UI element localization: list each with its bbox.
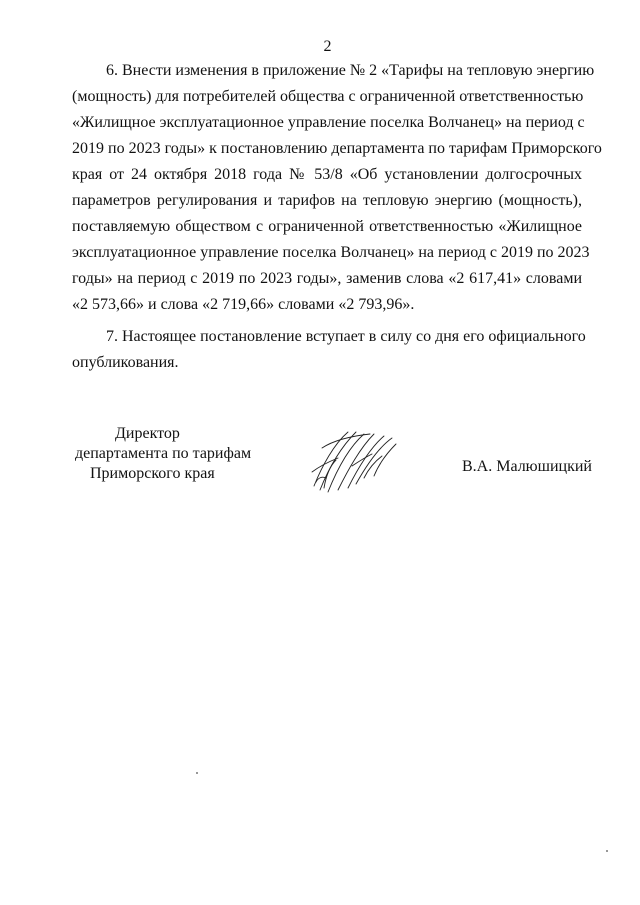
signatory-position [75, 424, 275, 484]
scan-speck [606, 850, 608, 852]
paragraph-6-line: годы» на период с 2019 по 2023 годы», заменив слова «2 617,41» словами [72, 270, 582, 287]
paragraph-6-line: параметров регулирования и тарифов на тепловую энергию (мощность), [72, 192, 582, 209]
paragraph-6-line: «Жилищное эксплуатационное управление поселка Волчанец» на период с [72, 114, 585, 131]
document-body [72, 58, 602, 376]
paragraph-6-line: (мощность) для потребителей общества с ограниченной ответственностью [72, 88, 584, 105]
page-number: 2 [323, 38, 332, 55]
paragraph-7-line: опубликования. [72, 354, 179, 371]
paragraph-6-line: «2 573,66» и слова «2 719,66» словами «2 793,96». [72, 296, 415, 313]
paragraph-6-line: 2019 по 2023 годы» к постановлению департамента по тарифам Приморского [72, 140, 602, 157]
paragraph-6-line: эксплуатационное управление поселка Волчанец» на период с 2019 по 2023 [72, 244, 590, 261]
paragraph-6-line: 6. Внести изменения в приложение № 2 «Тарифы на тепловую энергию [106, 62, 595, 79]
position-line: Приморского края [90, 465, 215, 482]
signer-name: В.А. Малюшицкий [462, 458, 592, 475]
scan-speck [196, 772, 198, 774]
position-line: Директор [115, 425, 180, 442]
position-line: департамента по тарифам [75, 445, 252, 462]
paragraph-7-line: 7. Настоящее постановление вступает в силу со дня его официального [106, 328, 586, 345]
paragraph-6-line: края от 24 октября 2018 года № 53/8 «Об установлении долгосрочных [72, 166, 582, 183]
paragraph-6-line: поставляемую обществом с ограниченной ответственностью «Жилищное [72, 218, 582, 235]
handwritten-signature [308, 426, 400, 496]
